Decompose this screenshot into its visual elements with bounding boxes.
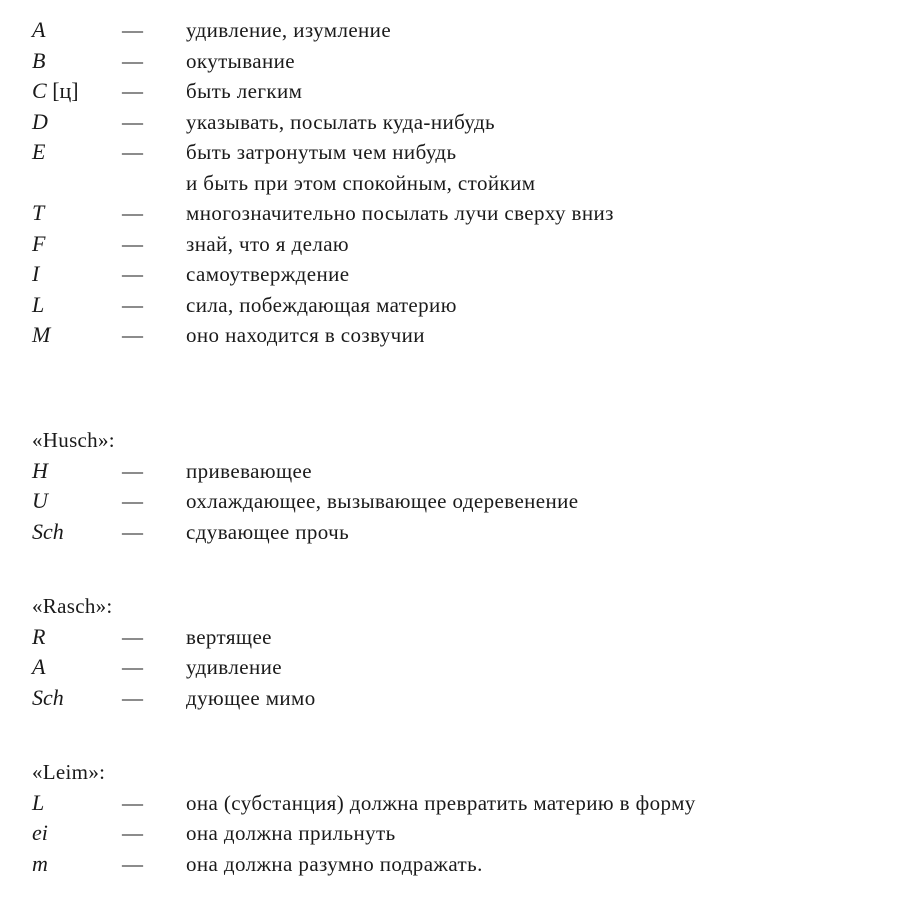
list-item bbox=[0, 46, 913, 77]
list-item bbox=[0, 652, 913, 683]
dash: — bbox=[122, 79, 143, 103]
meaning: она должна разумно подражать. bbox=[186, 851, 483, 876]
letter: Sch bbox=[32, 684, 64, 710]
dash: — bbox=[122, 519, 143, 544]
word-group-leim bbox=[0, 757, 913, 879]
meaning: быть легким bbox=[186, 79, 303, 103]
meaning: привевающее bbox=[186, 458, 312, 483]
letter: F bbox=[32, 230, 46, 256]
meaning: она должна прильнуть bbox=[186, 821, 396, 845]
letter: m bbox=[32, 850, 48, 876]
meaning: и быть при этом спокойным, стойким bbox=[186, 170, 536, 195]
letter: H bbox=[32, 457, 48, 483]
dash: — bbox=[122, 851, 143, 876]
list-item bbox=[0, 818, 913, 849]
dash: — bbox=[122, 18, 143, 42]
group-heading: «Leim»: bbox=[32, 760, 106, 784]
list-item bbox=[0, 849, 913, 880]
meaning: охлаждающее, вызывающее одеревенение bbox=[186, 489, 579, 513]
list-item bbox=[0, 76, 913, 107]
list-item bbox=[0, 137, 913, 168]
dash: — bbox=[122, 655, 143, 679]
letter: L bbox=[32, 291, 45, 317]
meaning: многозначительно посылать лучи сверху вниз bbox=[186, 201, 614, 225]
list-item bbox=[0, 259, 913, 290]
meaning: вертящее bbox=[186, 624, 272, 649]
group-heading: «Rasch»: bbox=[32, 594, 113, 618]
dash: — bbox=[122, 458, 143, 483]
letter: B bbox=[32, 47, 46, 73]
dash: — bbox=[122, 624, 143, 649]
dash: — bbox=[122, 821, 143, 845]
list-item bbox=[0, 229, 913, 260]
dash: — bbox=[122, 109, 143, 134]
dash: — bbox=[122, 790, 143, 815]
letter: I bbox=[32, 261, 40, 286]
dash: — bbox=[122, 201, 143, 225]
letter: U bbox=[32, 488, 48, 513]
dash: — bbox=[122, 685, 143, 710]
dash: — bbox=[122, 140, 143, 164]
meaning: сила, побеждающая материю bbox=[186, 292, 457, 317]
meaning: знай, что я делаю bbox=[186, 231, 350, 256]
meaning: оно находится в созвучии bbox=[186, 323, 425, 347]
meaning: указывать, посылать куда-нибудь bbox=[186, 109, 496, 134]
dash: — bbox=[122, 323, 143, 347]
list-item bbox=[0, 290, 913, 321]
list-item-continuation bbox=[0, 168, 913, 199]
meaning: сдувающее прочь bbox=[186, 519, 350, 544]
letter: M bbox=[32, 322, 51, 347]
letter: ei bbox=[32, 820, 48, 845]
list-item bbox=[0, 517, 913, 548]
meaning: окутывание bbox=[186, 48, 295, 73]
meaning: она (субстанция) должна превратить материю в форму bbox=[186, 790, 696, 815]
letter: C [ц] bbox=[32, 78, 79, 103]
letter: D bbox=[32, 108, 48, 134]
main-letter-list bbox=[0, 15, 913, 351]
list-item bbox=[0, 320, 913, 351]
letter: A bbox=[32, 654, 46, 679]
letter: R bbox=[32, 623, 46, 649]
group-heading: «Husch»: bbox=[32, 428, 115, 452]
list-item bbox=[0, 788, 913, 819]
list-item bbox=[0, 622, 913, 653]
dash: — bbox=[122, 292, 143, 317]
dash: — bbox=[122, 489, 143, 513]
letter: L bbox=[32, 789, 45, 815]
meaning: быть затронутым чем нибудь bbox=[186, 140, 457, 164]
letter: T bbox=[32, 200, 45, 225]
list-item bbox=[0, 683, 913, 714]
word-group-husch bbox=[0, 425, 913, 547]
list-item bbox=[0, 15, 913, 46]
meaning: удивление bbox=[186, 655, 282, 679]
list-item bbox=[0, 107, 913, 138]
list-item bbox=[0, 486, 913, 517]
dash: — bbox=[122, 231, 143, 256]
meaning: самоутверждение bbox=[186, 262, 350, 286]
letter: A bbox=[32, 17, 46, 42]
list-item bbox=[0, 456, 913, 487]
meaning: дующее мимо bbox=[186, 685, 316, 710]
dash: — bbox=[122, 262, 143, 286]
list-item bbox=[0, 198, 913, 229]
dash: — bbox=[122, 48, 143, 73]
letter: E bbox=[32, 139, 46, 164]
meaning: удивление, изумление bbox=[186, 18, 392, 42]
word-group-rasch bbox=[0, 591, 913, 713]
letter: Sch bbox=[32, 518, 64, 544]
